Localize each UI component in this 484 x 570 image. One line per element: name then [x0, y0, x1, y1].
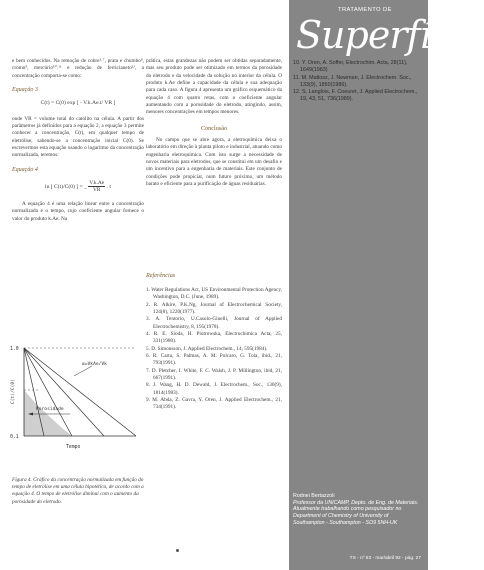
- page-footer: TS - nº 53 - mar/abril 92 - pág. 27: [349, 556, 421, 561]
- reference-item: 3. A. Tentorio, U.Casolo-Ginelli, Journal of Applied Electrochemistry, 8, 195(1978).: [146, 316, 282, 330]
- reference-item: 9. M. Abda, Z. Gavra, Y. Oren, J. Applied Electrochem., 21, 734(1991).: [146, 397, 282, 411]
- y-axis-label: C(t)/C(0): [11, 379, 16, 404]
- paragraph: A equação 4 é uma relação linear entre a concentração normalizada e o tempo, cujo coeficiente angular fornece o valor do produto k.Ae. Na: [12, 201, 144, 222]
- reference-item: 11. M. Matlosz, J. Newman, J. Electrochem. Soc., 133(9), 1850(1986).: [293, 74, 412, 88]
- figure-caption: Figura 4. Gráfico da concentração normalizada em função do tempo de eletrólise em uma célula hipotética, de acordo com a equação 4. O tempo de eletrólise diminui com o aumento da porosidade do eletrodo.: [12, 477, 144, 505]
- equation-4-label: Equação 4: [12, 166, 38, 173]
- references-heading: Referências: [146, 271, 176, 279]
- equation-3: C(t) = C(0) exp [ - V.k.Ae.t/ VR ]: [40, 100, 116, 107]
- author-name: Rodnei Bertazzoli: [293, 493, 335, 499]
- equation-4-denominator: VR: [92, 187, 101, 194]
- reference-item: 5. D. Simonsson, J. Applied Electrochem., 14, 595(1984).: [146, 345, 268, 352]
- sidebar-references: [293, 60, 421, 104]
- equation-4-numerator: V.k.Ae: [89, 180, 105, 187]
- paragraph: prática, estas grandezas não podem ser obtidas separadamente, mas seu produto pode ser otimizado em termos da porosidade do eletrodo e da velocidade da solução no interior da célula. O produto k.Ae define a capacidade da célula e sua adequação para cada caso. A figura 4 apresenta um gráfico esquemático da equação 4 com quatro retas, com o coeficiente angular aumentando com a porosidade do eletrodo, atingindo, assim, menores concentrações em tempos menores.: [146, 58, 282, 116]
- paragraph: No campo que se abre agora, a eletroquímica deixa o laboratório em direção à planta piloto e industrial, atuando como engenharia eletroquímica. Com isto surge a necessidade de novos materiais para eletrodos, que se constitui em um desafio e um incentivo para a engenharia de materiais. Este conjunto de condições pode propiciar, num futuro próximo, um método barato e eficiente para a purificação de águas residuárias.: [146, 137, 282, 188]
- reference-item: 1. Water Regulations Act, US Environmental Protection Agency, Washington, D.C. (June, 1989).: [146, 286, 282, 301]
- equation-3-label: Equação 3: [12, 87, 38, 94]
- y-tick-top: 1.0: [10, 347, 19, 352]
- slope-label: α=VkAe/Vk: [82, 362, 107, 367]
- brand-subtitle: TRATAMENTO DE: [338, 7, 392, 13]
- brand-logo: Superfície: [296, 13, 484, 57]
- porosity-label: Porosidade: [36, 407, 64, 412]
- reference-item: 8. J. Wang, H. D. Dewald, J. Electrochem., Soc., 130(9), 1814(1983).: [146, 382, 282, 396]
- shaded-region: [24, 390, 72, 436]
- column-middle: [146, 58, 282, 412]
- equation-4-left: ln [ C(t)/C(0) ] = _: [45, 183, 87, 190]
- reference-item: 6. R. Carta, S. Palmas, A. M. Polcaro, G. Tola, ibid., 21, 793(1991).: [146, 352, 282, 367]
- equation-4-right: . t: [106, 183, 111, 190]
- equation-4-fraction: [88, 180, 105, 193]
- equation-4: [12, 180, 144, 193]
- figure-4-chart: [8, 336, 144, 468]
- author-description: Professor da UNICAMP, Depto. de Eng. de Materiais. Atualmente trabalhando como pesquisador no Department of Chemistry of University of Southampton - Southampton - SO9 5NH-UK: [293, 499, 419, 526]
- section-heading-conclusao: Conclusão: [200, 124, 228, 132]
- reference-item: 7. D. Pletcher, I. White, F. C. Walsh, J. P. Millington, ibid, 21, 667(1991).: [146, 367, 282, 381]
- reference-item: 2. R. Alkire, P.K.Ng, Journal of Electrochemical Society, 124(8), 1220(1977).: [146, 301, 282, 315]
- page-dot: [176, 549, 179, 552]
- slope-leader: [74, 366, 92, 376]
- author-block: [293, 493, 421, 527]
- x-axis-label: Tempo: [66, 445, 81, 450]
- column-left: [12, 58, 144, 223]
- paragraph: onde VR = volume total do católito na célula. A partir dos parâmetros já definidos para a equação 2, a equação 3 permite conhecer a concentração, C(t), em qualquer tempo de eletrólise, sabendo-se a concentração inicial C(0). Se escrevermos esta equação usando o logaritmo da concentração normalizada, teremos:: [12, 115, 144, 159]
- y-tick-bottom: 0.1: [10, 435, 19, 440]
- reference-item: 12. S. Langlois, F. Coeuret, J. Applied Electrochem., 19, 43, 51, 736(1989).: [293, 89, 418, 103]
- paragraph: e bem conhecidos. Na remoção de cobre¹˒⁷, prata e chumbo⁸, cromo⁹, mercúrio¹⁰˒¹¹ e redução de ferricianeto¹², a concentração comporta-se como:: [12, 58, 144, 79]
- reference-item: 10. Y. Oren, A. Soffer, Electrochim. Acta, 28(11), 1649(1983): [293, 60, 408, 74]
- reference-item: 4. R. E. Sioda, H. Piotrowska, Electrochimica Acta, 25, 331(1980).: [146, 330, 282, 345]
